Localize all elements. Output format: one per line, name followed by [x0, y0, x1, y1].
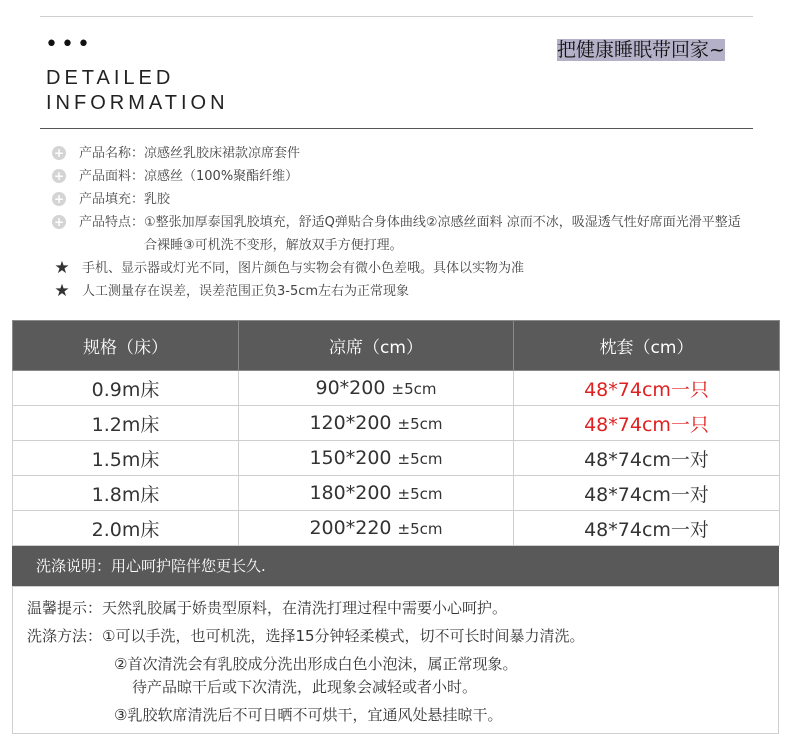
size-cell: 1.5m床 — [13, 441, 239, 476]
mat-cell — [239, 476, 514, 511]
pillow-cell: 48*74cm一只 — [514, 406, 780, 441]
pillow-cell: 48*74cm一只 — [514, 371, 780, 406]
size-cell: 0.9m床 — [13, 371, 239, 406]
info-label: 产品面料： — [79, 169, 145, 184]
star-icon: ★ — [54, 258, 70, 278]
info-value: 凉感丝乳胶床裙款凉席套件 — [144, 146, 301, 161]
info-label: 产品特点： — [79, 215, 145, 230]
mat-size: 200*220 — [309, 517, 392, 539]
plus-circle-icon: + — [53, 215, 65, 229]
info-note: 人工测量存在误差，误差范围正负3-5cm左右为正常现象 — [82, 284, 410, 299]
column-header: 枕套（cm） — [514, 321, 780, 371]
wash-instructions-header: 洗涤说明：用心呵护陪伴您更长久. — [12, 546, 779, 586]
info-row — [52, 188, 742, 211]
info-label: 产品填充： — [79, 192, 145, 207]
mat-cell — [239, 406, 514, 441]
column-header: 规格（床） — [13, 321, 239, 371]
tolerance: ±5cm — [397, 485, 443, 503]
title-line-1: DETAILED — [46, 67, 175, 89]
care-tip: 温馨提示：天然乳胶属于娇贵型原料，在清洗打理过程中需要小心呵护。 — [27, 599, 508, 617]
pillow-cell: 48*74cm一对 — [514, 441, 780, 476]
info-row — [52, 280, 742, 303]
mat-size: 150*200 — [309, 447, 392, 469]
table-header-row — [13, 321, 780, 371]
dots-decoration: ••• — [45, 32, 93, 57]
size-cell: 1.8m床 — [13, 476, 239, 511]
star-icon: ★ — [54, 281, 70, 301]
mat-size: 90*200 — [315, 377, 386, 399]
size-cell: 2.0m床 — [13, 511, 239, 546]
plus-circle-icon: + — [53, 146, 65, 160]
info-value: ①整张加厚泰国乳胶填充，舒适Q弹贴合身体曲线②凉感丝面料 凉而不冰，吸湿透气性好席面光滑平整适合裸睡③可机洗不变形，解放双手方便打理。 — [144, 215, 741, 253]
table-row — [13, 406, 780, 441]
title-divider — [40, 128, 753, 129]
size-cell: 1.2m床 — [13, 406, 239, 441]
table-row — [13, 476, 780, 511]
info-row — [52, 142, 742, 165]
info-note: 手机、显示器或灯光不同，图片颜色与实物会有微小色差哦。具体以实物为准 — [82, 261, 525, 276]
section-title — [46, 66, 229, 116]
size-table — [12, 320, 780, 546]
info-label: 产品名称： — [79, 146, 145, 161]
wash-method-3: ③乳胶软席清洗后不可日晒不可烘干，宜通风处悬挂晾干。 — [114, 706, 503, 724]
plus-circle-icon: + — [53, 192, 65, 206]
wash-method-2: ②首次清洗会有乳胶成分洗出形成白色小泡沫，属正常现象。 — [114, 655, 518, 673]
table-row — [13, 441, 780, 476]
pillow-cell: 48*74cm一对 — [514, 511, 780, 546]
info-row — [52, 257, 742, 280]
info-row — [52, 165, 742, 188]
info-value: 凉感丝（100%聚酯纤维） — [144, 169, 299, 184]
info-row — [52, 211, 742, 257]
tolerance: ±5cm — [391, 380, 437, 398]
mat-size: 120*200 — [309, 412, 392, 434]
tolerance: ±5cm — [397, 450, 443, 468]
slogan — [557, 35, 725, 65]
table-row — [13, 371, 780, 406]
mat-cell — [239, 371, 514, 406]
table-row — [13, 511, 780, 546]
top-divider — [40, 16, 753, 17]
column-header: 凉席（cm） — [239, 321, 514, 371]
wash-method-2-continued: 待产品晾干后或下次清洗，此现象会减轻或者小时。 — [132, 678, 478, 696]
mat-cell — [239, 511, 514, 546]
tolerance: ±5cm — [397, 415, 443, 433]
slogan-text: 把健康睡眠带回家~ — [557, 39, 725, 61]
wash-method-1: 洗涤方法：①可以手洗，也可机洗，选择15分钟轻柔模式，切不可长时间暴力清洗。 — [27, 627, 585, 645]
info-value: 乳胶 — [144, 192, 171, 207]
product-info — [52, 142, 742, 303]
tolerance: ±5cm — [397, 520, 443, 538]
pillow-cell: 48*74cm一对 — [514, 476, 780, 511]
title-line-2: INFORMATION — [46, 92, 229, 114]
mat-cell — [239, 441, 514, 476]
mat-size: 180*200 — [309, 482, 392, 504]
wash-notes — [12, 586, 779, 734]
plus-circle-icon: + — [53, 169, 65, 183]
